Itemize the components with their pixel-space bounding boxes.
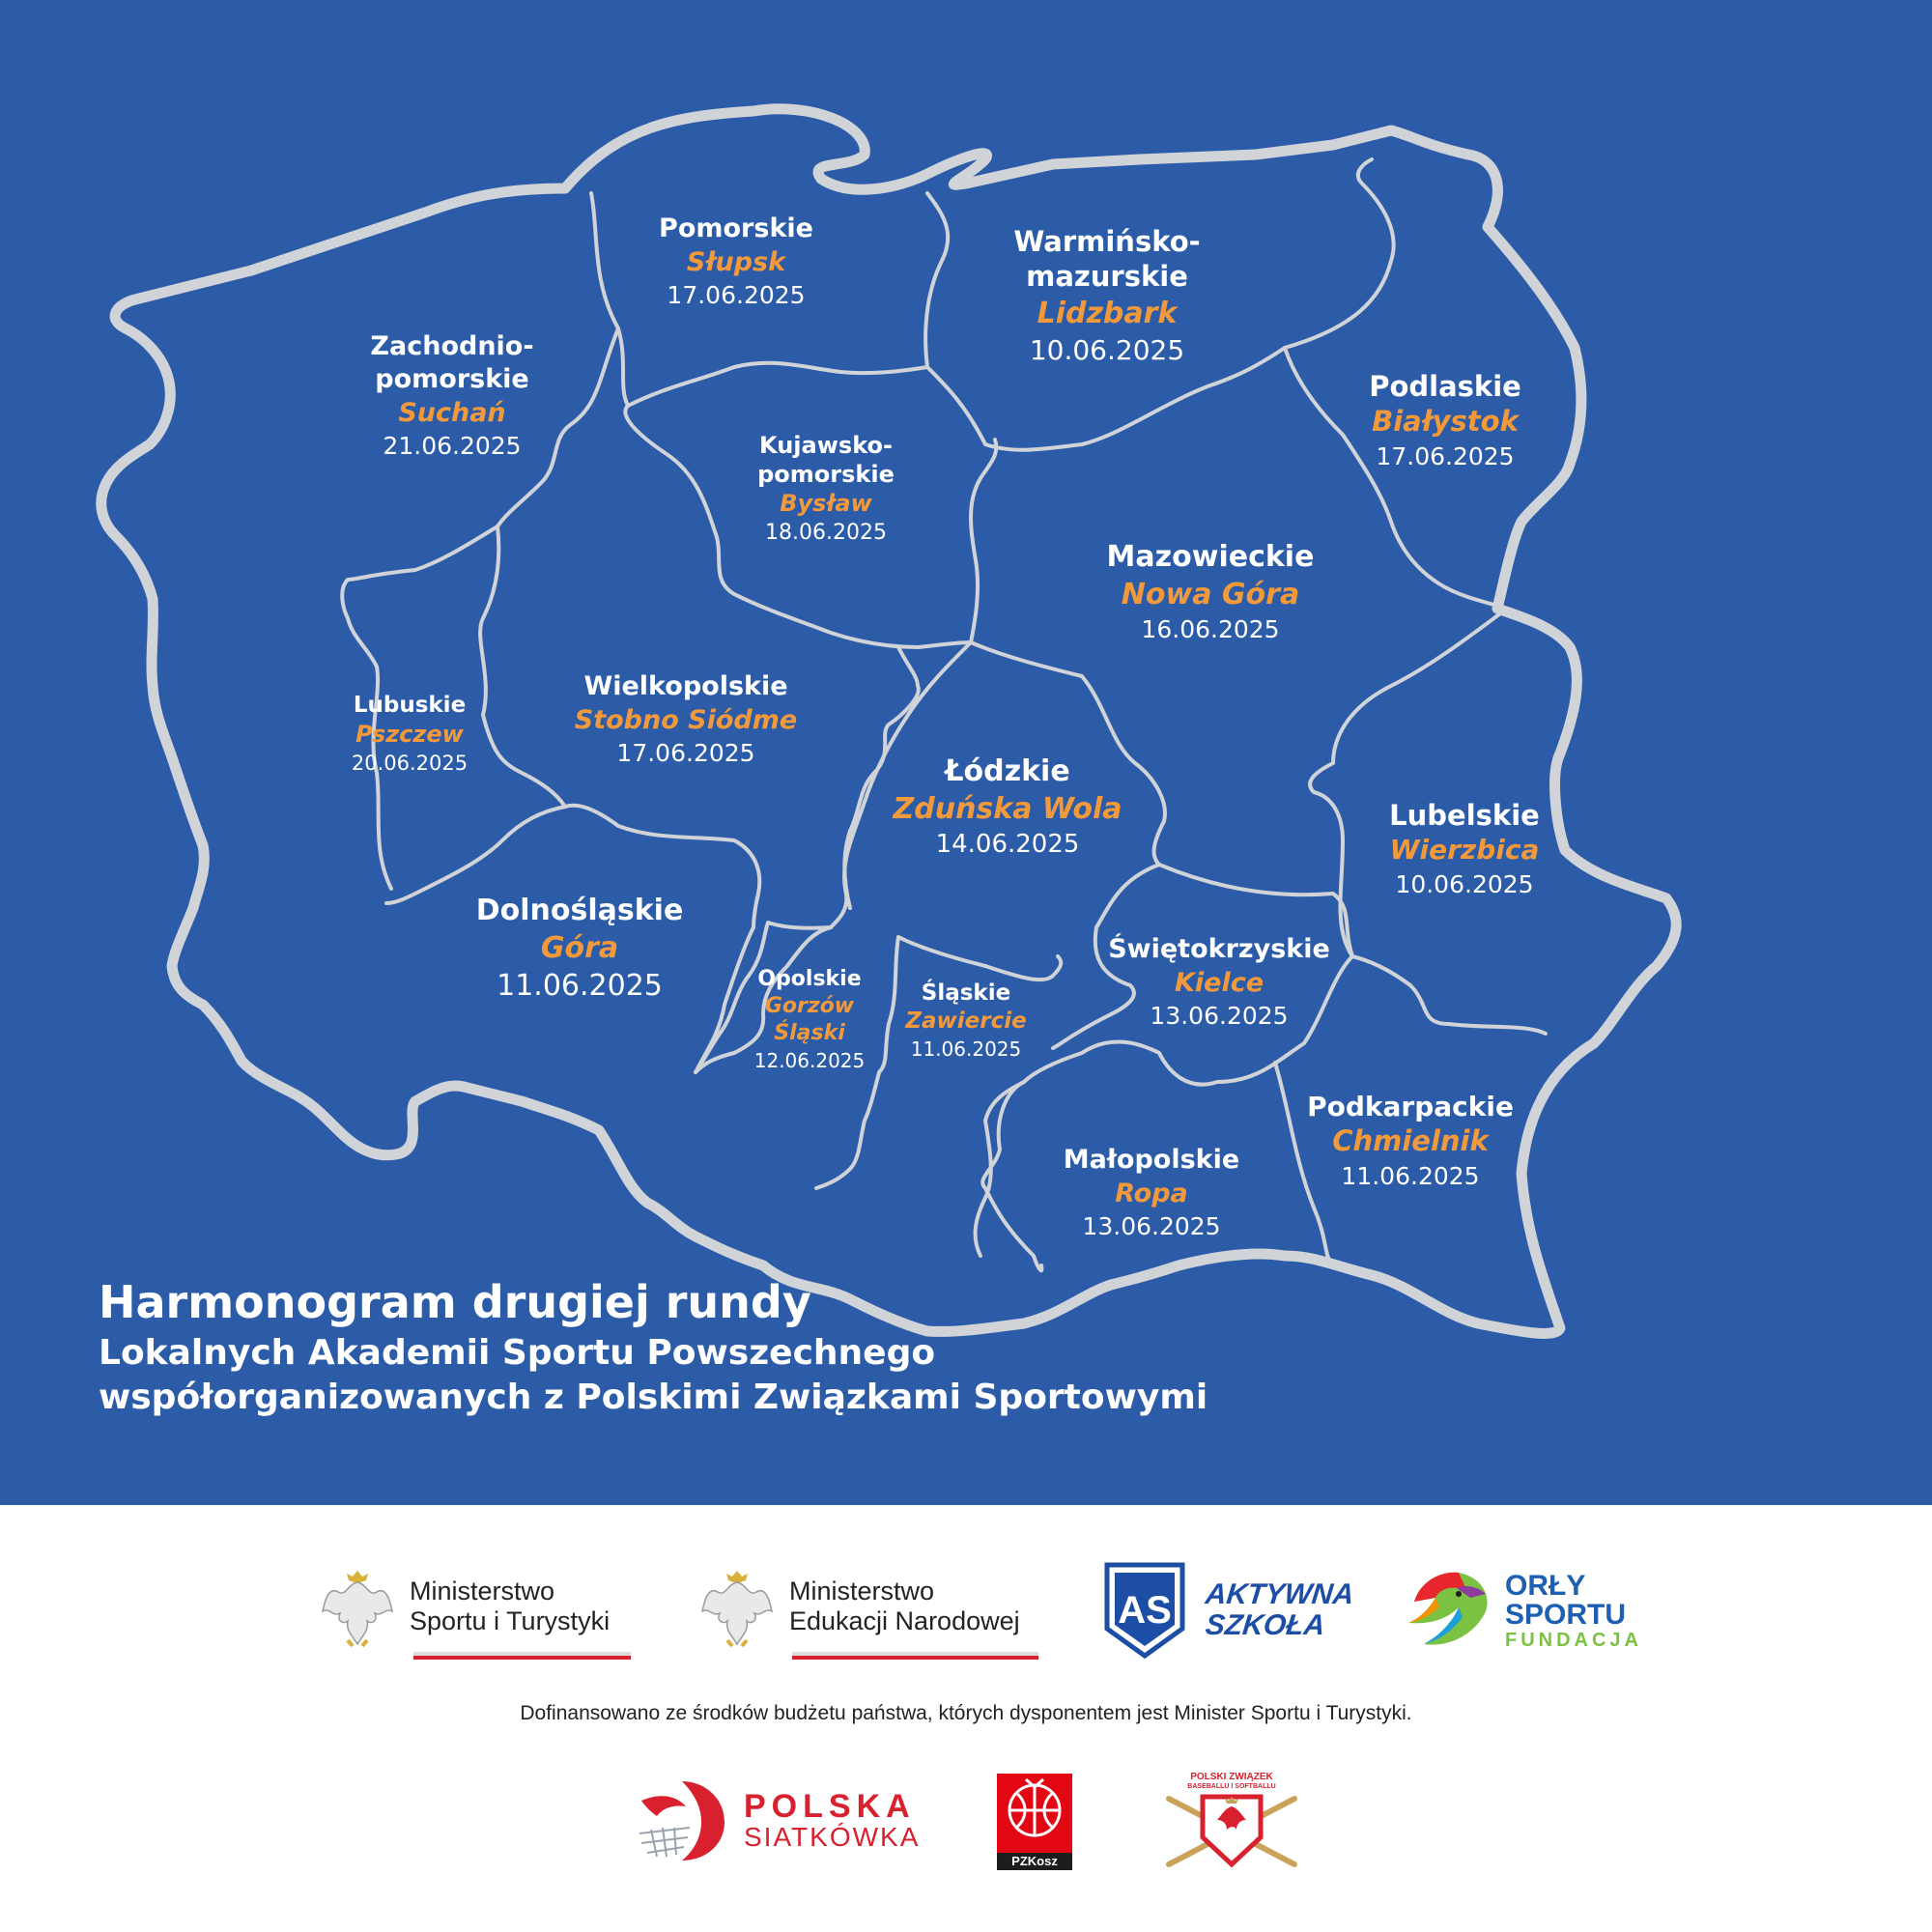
eagle-head-icon [1401, 1565, 1497, 1658]
region-name-line2: pomorskie [757, 461, 895, 488]
polska-word: POLSKA [744, 1788, 916, 1825]
region-lubelskie [1389, 798, 1540, 900]
region-date: 21.06.2025 [383, 431, 522, 460]
region-name: Łódzkie [945, 754, 1070, 788]
region-name: Pomorskie [659, 213, 813, 243]
orly-sportu-text [1505, 1569, 1642, 1652]
volleyball-eagle-icon [634, 1777, 730, 1864]
region-town: Chmielnik [1332, 1124, 1489, 1157]
region-swietokrzyskie [1108, 933, 1330, 1033]
pzkosz-label: PZKosz [997, 1853, 1072, 1870]
region-podlaskie [1369, 369, 1521, 473]
logo-polska-siatkowka [634, 1777, 920, 1864]
heading-title: Harmonogram drugiej rundy [99, 1276, 811, 1328]
region-date: 17.06.2025 [667, 280, 806, 309]
region-town: Pszczew [355, 720, 464, 748]
region-town: Stobno Siódme [574, 704, 798, 735]
region-name: Podlaskie [1369, 370, 1521, 403]
region-name: Mazowieckie [1106, 540, 1315, 574]
ministry-sport-line1: Ministerstwo [410, 1577, 555, 1605]
region-name: Dolnośląskie [475, 894, 684, 927]
white-eagle-icon [319, 1563, 396, 1650]
region-name: Warmińsko- [1013, 225, 1201, 258]
region-name: Śląskie [921, 980, 1011, 1006]
flag-bar-sport [413, 1652, 631, 1660]
region-town: Kielce [1174, 967, 1264, 998]
polska-siatkowka-text [744, 1790, 920, 1852]
region-date: 10.06.2025 [1029, 333, 1185, 366]
funding-note: Dofinansowano ze środków budżetu państwa, których dysponentem jest Minister Sportu i Turystyki. [520, 1702, 1412, 1724]
region-town: Suchań [398, 397, 506, 428]
region-date: 17.06.2025 [1376, 441, 1515, 470]
region-town: Zduńska Wola [893, 791, 1122, 826]
region-town: Bysław [780, 490, 872, 517]
basketball-icon [997, 1774, 1072, 1853]
region-date: 14.06.2025 [935, 829, 1080, 859]
region-zachodniopomorskie [370, 330, 533, 462]
region-name: Kujawsko- [759, 432, 893, 459]
aktywna-szkola-text [1204, 1578, 1356, 1641]
region-town: Lidzbark [1037, 296, 1178, 330]
aktywna-word: AKTYWNA [1204, 1578, 1356, 1610]
region-name: Podkarpackie [1307, 1091, 1514, 1122]
region-kujawsko-pomorskie [757, 431, 895, 548]
region-town: Góra [540, 930, 619, 965]
region-mazowieckie [1107, 539, 1315, 645]
region-date: 13.06.2025 [1150, 1001, 1289, 1030]
region-pomorskie [659, 213, 813, 312]
region-town: Ropa [1115, 1178, 1188, 1208]
region-podkarpackie [1307, 1090, 1514, 1192]
logo-pzbs [1159, 1772, 1304, 1870]
region-town-line2: Śląski [774, 1021, 845, 1046]
region-date: 11.06.2025 [910, 1037, 1022, 1061]
region-slaskie [905, 980, 1026, 1063]
logo-ministry-sport [319, 1563, 610, 1650]
region-town: Gorzów [764, 993, 855, 1018]
region-date: 10.06.2025 [1395, 869, 1534, 898]
logo-pzkosz [997, 1774, 1072, 1870]
region-opolskie [754, 966, 866, 1074]
logo-aktywna-szkola [1103, 1561, 1356, 1660]
region-lodzkie [893, 753, 1122, 862]
region-name: Małopolskie [1063, 1145, 1240, 1175]
region-name: Lubelskie [1389, 799, 1540, 832]
region-date: 12.06.2025 [753, 1048, 866, 1072]
region-date: 11.06.2025 [497, 968, 663, 1003]
region-name: Wielkopolskie [583, 671, 788, 701]
heading-subtitle-line1: Lokalnych Akademii Sportu Powszechnego [99, 1333, 936, 1373]
region-date: 11.06.2025 [1341, 1161, 1480, 1190]
schedule-heading [99, 1273, 1208, 1420]
white-eagle-icon [698, 1563, 776, 1650]
orly-word: ORŁY [1505, 1569, 1586, 1602]
region-name: Zachodnio- [370, 331, 534, 361]
as-shield-icon [1103, 1561, 1186, 1660]
pzbs-label-line2: BASEBALLU I SOFTBALLU [1187, 1783, 1276, 1790]
region-date: 16.06.2025 [1141, 614, 1280, 643]
region-town: Słupsk [686, 246, 786, 277]
region-date: 13.06.2025 [1082, 1211, 1221, 1240]
fundacja-word: FUNDACJA [1505, 1629, 1642, 1651]
region-warminsko-mazurskie [1013, 224, 1200, 368]
pzbs-label: POLSKI ZWIĄZEK [1190, 1772, 1273, 1782]
ministry-sport-text [410, 1577, 610, 1636]
region-town: Nowa Góra [1121, 577, 1300, 611]
region-wielkopolskie [575, 670, 797, 770]
szkola-word: SZKOŁA [1204, 1609, 1327, 1641]
sportu-word: SPORTU [1505, 1598, 1627, 1631]
region-date: 20.06.2025 [351, 751, 469, 775]
logo-ministry-education [698, 1563, 1020, 1650]
region-name: Świętokrzyskie [1108, 934, 1330, 964]
ministry-education-line2: Edukacji Narodowej [789, 1606, 1020, 1635]
region-town: Białystok [1372, 405, 1519, 439]
as-mark: AS [1118, 1589, 1172, 1632]
region-date: 17.06.2025 [616, 738, 755, 767]
region-town: Zawiercie [905, 1008, 1027, 1034]
ministry-sport-line2: Sportu i Turystyki [410, 1606, 611, 1635]
region-name-line2: pomorskie [375, 363, 529, 394]
region-town: Wierzbica [1389, 834, 1540, 867]
baseball-eagle-icon [1159, 1791, 1304, 1870]
region-name-line2: mazurskie [1026, 260, 1188, 294]
region-name: Opolskie [757, 967, 862, 991]
ministry-education-text [789, 1577, 1020, 1636]
region-date: 18.06.2025 [765, 521, 887, 546]
flag-bar-education [792, 1652, 1038, 1660]
heading-subtitle-line2: współorganizowanych z Polskimi Związkami Sportowymi [99, 1378, 1208, 1417]
siatkowka-word: SIATKÓWKA [744, 1822, 921, 1852]
region-lubuskie [352, 692, 468, 777]
logo-orly-sportu [1401, 1565, 1642, 1658]
region-malopolskie [1064, 1144, 1239, 1243]
region-dolnoslaskie [476, 893, 684, 1006]
region-name: Lubuskie [353, 693, 467, 718]
ministry-education-line1: Ministerstwo [789, 1577, 935, 1605]
